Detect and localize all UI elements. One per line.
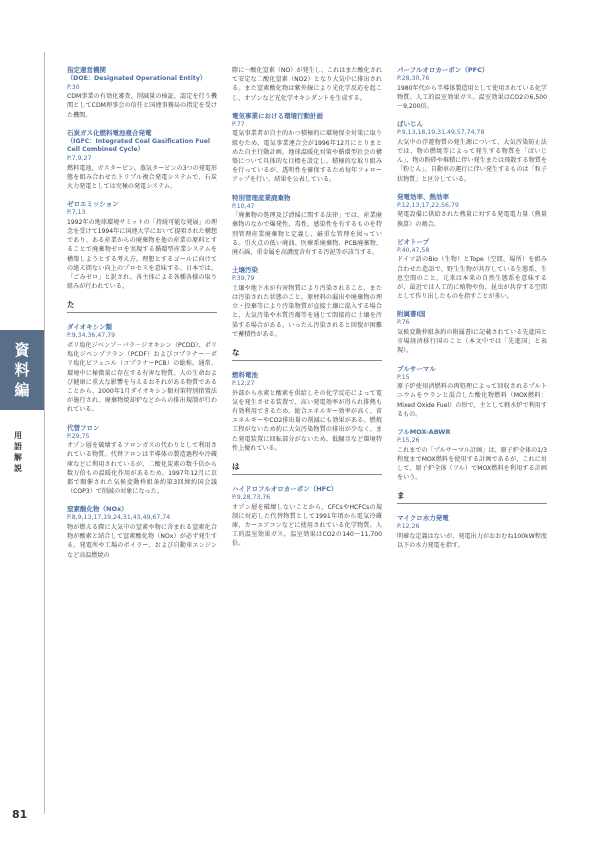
entry-term: 特別管理産業廃棄物 [232,193,291,202]
entry-description: これまでの「プルサーマル計画」は、原子炉全体の1/3程度までMOX燃料を使用する計画であるが、これに対して、原子炉全体（フル）でMOX燃料を利用する計画をいう。 [397,446,547,482]
glossary-entry [397,514,547,550]
entry-pages: P.9,13,18,19,31,49,57,74,78 [397,129,485,137]
glossary-entry [397,66,547,111]
glossary-entry [397,238,547,302]
entry-term: ばいじん [397,120,423,129]
column-3 [397,66,547,559]
kana-group-header: た [67,300,217,313]
section-subtitle [14,430,22,474]
glossary-entry [232,112,382,185]
entry-description: 燃料電池、ガスタービン、蒸気タービンの3つの発電形態を組み合わせたトリプル複合発電システムで、石炭火力発電としては究極の発電システム。 [67,164,217,190]
entry-description: 際に一酸化窒素（NO）が発生し、これはまた酸化されて安定な二酸化窒素（NO2）となり大気中に排出される。また窒素酸化物は紫外線により光化学反応を起こし、オゾンなど光化学オキシダントを生成する。 [232,67,382,102]
glossary-entry [67,323,217,414]
page-number: 81 [12,808,28,821]
entry-description: 原子炉使用済燃料の再処理によって回収されるプルトニウムをウランと混合した酸化物燃料（MOX燃料：Mixed Oxide Fuel）の形で、主として軽水炉で利用するもの。 [397,383,547,418]
entry-term: 土壌汚染 [232,266,258,275]
entry-description: CDM事業の有効化審査、削減量の検証、認定を行う機関としてCDM理事会の信任と国連事務局の指定を受けた機関。 [67,93,217,119]
entry-description: オゾン層を破壊するフロンガスの代わりとして利用されている物質。代替フロンは半導体の製造過程や冷蔵庫などに利用されているが、二酸化炭素の数千倍から数万倍もの温暖化作用があるため、1997年12月に京都で開催された気候変動枠組条約第3回締約国会議（COP3）で削減の対象になった。 [67,442,217,496]
entry-description: 気候変動枠組条約の附属書Ⅰに記載されている先進国と市場経済移行国のこと（本文中では「先進国」と表現）。 [397,329,547,355]
entry-term: プルサーマル [397,364,436,373]
glossary-entry [232,371,382,453]
subtitle-char: 説 [14,464,22,473]
entry-pages: P.15 [397,373,410,381]
glossary-entry [397,310,547,355]
entry-description: ドイツ語のBio（生物）とTope（空間、場所）を組み合わせた造語で、野生生物が共存している生態系、生息空間のこと。元来は本来の自然生態系を意味するが、最近では人工的に植物や魚、昆虫が共存する空間として作り出したものを指すことが多い。 [397,256,547,301]
entry-pages: P.8,9,13,17,19,24,31,43,49,67,74 [67,514,171,522]
subtitle-char: 用 [14,431,22,440]
entry-term: 窒素酸化物（NOx） [67,505,128,514]
entry-description: 明確な定義はないが、発電出力がおおむね100kW程度以下の水力発電を指す。 [397,533,547,550]
kana-group-header: な [232,348,382,361]
glossary-entry [67,129,217,191]
entry-pages: P.29,75 [67,432,90,440]
entry-description: 外部から水素と酸素を供給しその化学反応によって電気を発生させる装置で、高い発電効率が得られ排熱も有効利用できるため、総合エネルギー効率が高く、省エネルギーやCO2排出量の削減にも効果がある。燃焼工程がないため約に大気汚染物質の排出が少なく、また発電装置に回転部分がないため、低騒音など環境特性上優れている。 [232,389,382,452]
glossary-entry [232,266,382,339]
subtitle-char: 解 [14,453,22,462]
column-2 [232,66,382,558]
entry-term: 発電効率、熱効率 [397,192,449,201]
entry-description: 1992年の地球環境サミットの「持続可能な発展」の理念を受けて1994年に国連大学において提唱された構想であり、ある産業からの廃棄物を他の産業の原料とすることで廃棄物ゼロを実現する循環型産業システムを構築しようとする考え方。理想とするゴールに向けての絶え間ない向上のプロセスを意味する。日本では、「ごみゼロ」と訳され、各主体による各種各様の取り組みが行われている。 [67,218,217,291]
kana-group-header: は [232,462,382,475]
entry-pages: P.30 [67,83,80,91]
glossary-entry [232,194,382,258]
entry-pages: P.15,26 [397,437,420,445]
glossary-entry [67,424,217,497]
entry-term: フルMOX-ABWR [397,428,451,437]
entry-term: 附属書Ⅰ国 [397,310,426,319]
entry-description: ポリ塩化ジベンゾ－パラ－ジオキシン（PCDD）、ポリ塩化ジベンゾフラン（PCDF）およびコプラナー－ポリ塩化ビフェニル（コプラナーPCB）の総称。通常、環境中に極微量に存在する有害な物質。人の生命および健康に重大な影響を与えるおそれがある物質であることから、2000年1月ダイオキシン類対策特別措置法が施行され、廃棄物焼却炉などからの排出規制が行われている。 [67,342,217,414]
entry-description: オゾン層を破壊しないことから、CFCsやHCFCsの規制に対応した代替物質として1991年頃から電気冷蔵庫、カーエアコンなどに使用されている化学物質。人工的温室効果ガス。温室効果はCO2の140～11,700倍。 [232,503,382,548]
entry-description: 大気中の浮遊物質の発生源について、大気汚染防止法では、物の燃焼等によって発生する物質を「ばいじん」、物の粉砕や堆積に伴い発生または飛散する物質を「粉じん」、自動車の運行に伴い発生するものは「粒子状物質」と区分している。 [397,138,547,183]
section-char: 資 [14,341,30,359]
glossary-entry-continued [232,66,382,103]
glossary-entry [397,120,547,184]
glossary-entry [397,428,547,482]
entry-pages: P.39,79 [232,275,255,283]
entry-pages: P.12,13,17,22,56,79 [397,201,459,209]
glossary-entry [397,193,547,229]
entry-pages: P.7,13 [67,209,86,217]
entry-term: ダイオキシン類 [67,323,112,332]
entry-term: ビオトープ [397,237,430,246]
entry-pages: P.40,47,58 [397,246,430,254]
glossary-entry [232,485,382,549]
entry-pages: P.7,9,27 [67,154,92,162]
entry-pages: P.12,27 [232,380,255,388]
entry-pages: P.10,47 [232,202,255,210]
entry-description: 1980年代から半導体製造用として使用されている化学物質。人工的温室効果ガス。温室効果はCO2の6,500～9,200倍。 [397,84,547,110]
glossary-entry [67,200,217,291]
subtitle-char: 語 [14,442,22,451]
entry-term-sub: （IGFC：Integrated Coal Gasification Fuel Cell Combined Cycle） [67,137,211,154]
entry-term: 石炭ガス化燃料電池複合発電 [67,128,152,137]
entry-term: ハイドロフルオロカーボン（HFC） [232,485,338,494]
column-1 [67,66,217,569]
entry-description: 土壌や地下水が有害物質により汚染されること、または汚染された状態のこと。原材料の漏出や廃棄物の埋立・投棄等により汚染物質が直接土壌に混入する場合と、大気汚染や水質汚濁等を通じて間接的に土壌を汚染する場合がある。いったん汚染されると回復が困難で蓄積性がある。 [232,284,382,338]
entry-term: 代替フロン [67,423,100,432]
entry-pages: P.9,28,73,76 [232,494,271,502]
entry-term: 指定運営機関 [67,66,106,74]
sidebar-divider [44,52,45,814]
glossary-entry [67,505,217,559]
entry-term: マイクロ水力発電 [397,514,449,523]
entry-pages: P.12,26 [397,523,420,531]
glossary-entry [67,66,217,120]
glossary-entry [397,365,547,419]
section-char: 料 [14,361,30,379]
section-char: 編 [14,381,30,399]
entry-pages: P.77 [232,120,245,128]
entry-term: 電気事業における環境行動計画 [232,111,323,120]
entry-description: 物が燃える際に大気中の窒素や物に含まれる窒素化合物が酸素と結合して窒素酸化物（NOx）が必ず発生する。発電所や工場のボイラー、および自動車エンジンなど高温燃焼の [67,524,217,559]
entry-term: 燃料電池 [232,371,258,380]
entry-description: 電気事業者が自主的かつ積極的に環境保全対策に取り組むため、電気事業連合会が1996年12月にとりまとめた自主行動計画。地球温暖化対策や循環型社会の構築について具体的な目標を設定し、積極的な取り組みを行っているが、透明性を確保するため毎年フォローアップを行い、結果を公表している。 [232,130,382,184]
section-tab [0,330,44,410]
entry-pages: P.9,34,36,47,79 [67,332,116,340]
entry-description: 「廃棄物の処理及び清掃に関する法律」では、産業廃棄物のなかで爆発性、毒性、感染性を有するものを特別管理産業廃棄物と定義し、厳重な管理を図っている。引火点の低い廃油、医療系廃棄物、PCB廃棄物、廃石綿、重金属を高濃度含有する汚泥等が該当する。 [232,212,382,257]
entry-term: ゼロエミッション [67,200,119,209]
entry-term-sub: （DOE：Designated Operational Entity） [67,75,207,82]
entry-description: 発電設備に供給された熱量に対する発電電力量（熱量換算）の割合。 [397,211,547,228]
entry-pages: P.28,30,76 [397,75,430,82]
kana-group-header: ま [397,491,547,504]
entry-pages: P.76 [397,319,410,327]
entry-term: パーフルオロカーボン（PFC） [397,66,489,74]
